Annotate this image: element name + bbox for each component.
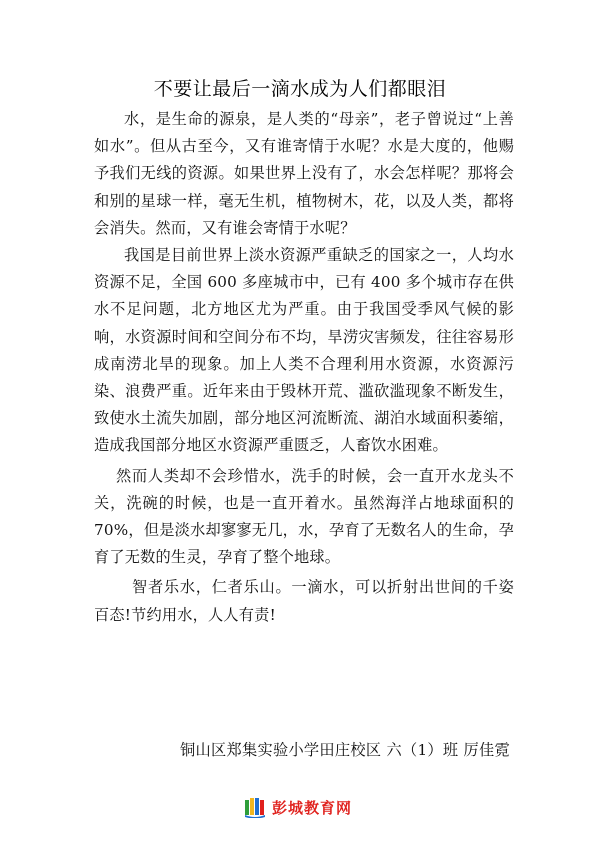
- logo-text: 彭城教育网: [272, 798, 353, 817]
- book-icon: [244, 796, 266, 818]
- document-body: [94, 106, 514, 629]
- paragraph-1: 水，是生命的源泉，是人类的“母亲”，老子曾说过“上善如水”。但从古至今，又有谁寄情于水呢？水是大度的，他赐予我们无线的资源。如果世界上没有了，水会怎样呢？那将会和别的星球一样，毫无生机，植物树木，花，以及人类，都将会消失。然而，又有谁会寄情于水呢？: [94, 110, 514, 237]
- paragraph-4: 智者乐水，仁者乐山。一滴水，可以折射出世间的千姿百态!节约用水，人人有责!: [94, 578, 514, 624]
- paragraph-2: 我国是目前世界上淡水资源严重缺乏的国家之一，人均水资源不足，全国 600 多座城市中，已有 400 多个城市存在供水不足问题，北方地区尤为严重。由于我国受季风气候的影响，水资源时间和空间分布不均，旱涝灾害频发，往往容易形成南涝北旱的现象。加上人类不合理利用水资源，水资源污染、浪费严重。近年来由于毁林开荒、滥砍滥现象不断发生，致使水土流失加剧，部分地区河流断流、湖泊水域面积萎缩，造成我国部分地区水资源严重匮乏，人畜饮水困难。: [94, 246, 514, 455]
- site-logo[interactable]: [244, 796, 352, 818]
- document-title: 不要让最后一滴水成为人们都眼泪: [153, 78, 447, 100]
- paragraph-3: 然而人类却不会珍惜水，洗手的时候，会一直开水龙头不关，洗碗的时候，也是一直开着水。虽然海洋占地球面积的 70%，但是淡水却寥寥无几，水，孕育了无数名人的生命，孕育了无数的生灵，孕育了整个地球。: [94, 466, 514, 567]
- author-signature: 铜山区郑集实验小学田庄校区 六（1）班 厉佳霓: [180, 741, 510, 759]
